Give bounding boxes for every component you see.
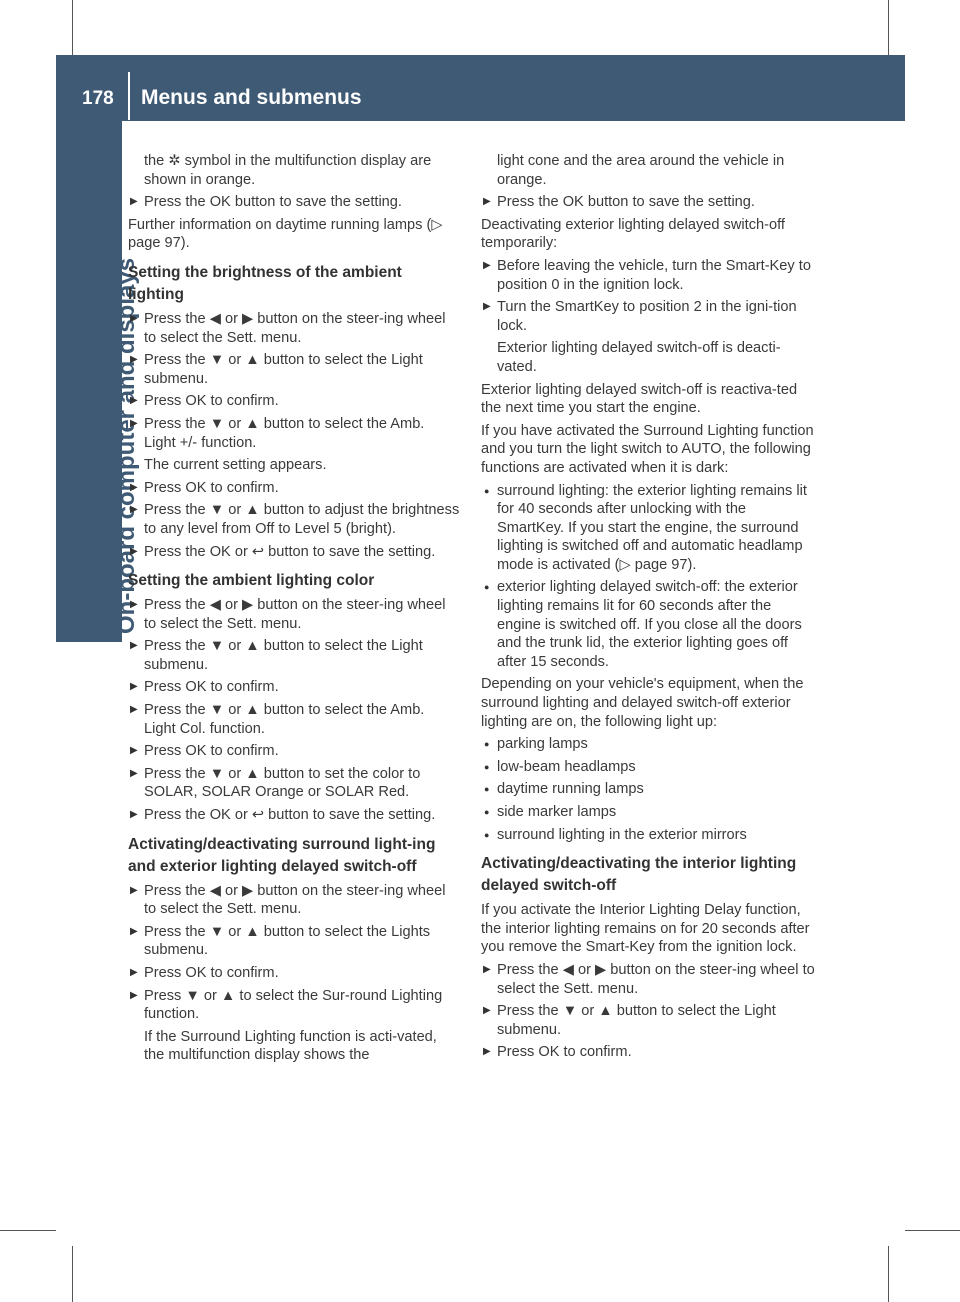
- bullet-item: ● surround lighting: the exterior lighting remains lit for 40 seconds after unlocking with the SmartKey. If you start the engine, the surround lighting is switched off and automatic headlamp mode is activated (▷ page 97).: [481, 482, 815, 575]
- instruction-step: ▶ Press OK to confirm.: [128, 742, 460, 761]
- instruction-step: ▶ Press the ▼ or ▲ button to select the Light submenu.: [128, 637, 460, 674]
- paragraph: If you have activated the Surround Lighting function and you turn the light switch to AUTO, the following functions are activated when it is dark:: [481, 422, 814, 476]
- step-result: The current setting appears.: [144, 457, 327, 474]
- bullet-item: ● exterior lighting delayed switch-off: the exterior lighting remains lit for 60 seconds after the engine is switched off. If you close all the doors and the trunk lid, the exterior lighting goes off after 15 seconds.: [481, 578, 815, 671]
- crop-mark: [888, 1246, 889, 1302]
- page-number: 178: [82, 88, 114, 109]
- paragraph: light cone and the area around the vehicle in orange.: [497, 153, 785, 188]
- paragraph: If you activate the Interior Lighting Delay function, the interior lighting remains on for 20 seconds after you remove the Smart-Key from the ignition lock.: [481, 902, 810, 956]
- section-heading: Setting the ambient lighting color: [128, 572, 375, 590]
- instruction-step: ▶ Press the ◀ or ▶ button on the steer-ing wheel to select the Sett. menu.: [481, 961, 815, 998]
- bullet-item: ● parking lamps: [481, 735, 815, 754]
- instruction-step: ▶ Press OK to confirm.: [128, 678, 460, 697]
- instruction-step: ▶ Press the ▼ or ▲ button to set the color to SOLAR, SOLAR Orange or SOLAR Red.: [128, 765, 460, 802]
- section-heading: Setting the brightness of the ambient lighting: [128, 263, 402, 303]
- instruction-step: ▶ Press ▼ or ▲ to select the Sur-round Lighting function.: [128, 987, 460, 1024]
- right-column: [481, 152, 815, 1066]
- instruction-step: ▶ Press the ▼ or ▲ button to select the Light submenu.: [128, 351, 460, 388]
- instruction-step: ▶ Press the OK button to save the setting.: [128, 193, 460, 212]
- crop-mark: [72, 1246, 73, 1302]
- crop-mark: [0, 1230, 56, 1231]
- instruction-step: ▶ Press the OK or ↩ button to save the setting.: [128, 543, 460, 562]
- instruction-step: ▶ Press the ▼ or ▲ button to select the Lights submenu.: [128, 923, 460, 960]
- instruction-step: ▶ Press OK to confirm.: [128, 964, 460, 983]
- bullet-item: ● low-beam headlamps: [481, 758, 815, 777]
- bullet-item: ● surround lighting in the exterior mirrors: [481, 826, 815, 845]
- section-title: On-board computer and displays: [113, 257, 140, 634]
- section-heading: Activating/deactivating surround light-ing and exterior lighting delayed switch-off: [128, 835, 436, 875]
- header-divider: [128, 72, 130, 120]
- instruction-step: ▶ Press OK to confirm.: [128, 392, 460, 411]
- instruction-step: ▶ Press the OK button to save the setting.: [481, 193, 815, 212]
- instruction-step: ▶ Press OK to confirm.: [128, 479, 460, 498]
- bullet-item: ● side marker lamps: [481, 803, 815, 822]
- crop-mark: [905, 1230, 960, 1231]
- instruction-step: ▶ Before leaving the vehicle, turn the Smart-Key to position 0 in the ignition lock.: [481, 257, 815, 294]
- instruction-step: ▶ Press the ▼ or ▲ button to select the Light submenu.: [481, 1002, 815, 1039]
- instruction-step: ▶ Press the OK or ↩ button to save the setting.: [128, 806, 460, 825]
- instruction-step: ▶ Press the ▼ or ▲ button to select the Amb. Light +/- function.: [128, 415, 460, 452]
- instruction-step: ▶ Turn the SmartKey to position 2 in the igni-tion lock.: [481, 298, 815, 335]
- crop-mark: [888, 0, 889, 56]
- paragraph: Exterior lighting delayed switch-off is reactiva-ted the next time you start the engine.: [481, 381, 798, 417]
- instruction-step: ▶ Press OK to confirm.: [481, 1043, 815, 1062]
- paragraph: Further information on daytime running lamps (▷ page 97).: [128, 216, 443, 252]
- paragraph: Deactivating exterior lighting delayed switch-off temporarily:: [481, 216, 785, 252]
- instruction-step: ▶ Press the ◀ or ▶ button on the steer-ing wheel to select the Sett. menu.: [128, 596, 460, 633]
- paragraph: Depending on your vehicle's equipment, when the surround lighting and delayed switch-off exterior lighting are on, the following light up:: [481, 676, 804, 730]
- step-result: If the Surround Lighting function is acti-vated, the multifunction display shows the: [144, 1028, 437, 1064]
- paragraph: the ✲ symbol in the multifunction display are shown in orange.: [144, 153, 432, 188]
- instruction-step: ▶ Press the ◀ or ▶ button on the steer-ing wheel to select the Sett. menu.: [128, 310, 460, 347]
- instruction-step: ▶ Press the ◀ or ▶ button on the steer-ing wheel to select the Sett. menu.: [128, 882, 460, 919]
- crop-mark: [72, 0, 73, 56]
- bullet-item: ● daytime running lamps: [481, 780, 815, 799]
- step-result: Exterior lighting delayed switch-off is deacti-vated.: [497, 340, 781, 375]
- left-column: [128, 152, 460, 1069]
- section-heading: Activating/deactivating the interior lighting delayed switch-off: [481, 855, 797, 895]
- instruction-step: ▶ Press the ▼ or ▲ button to adjust the brightness to any level from Off to Level 5 (bright).: [128, 501, 460, 538]
- page-title: Menus and submenus: [141, 86, 362, 109]
- instruction-step: ▶ Press the ▼ or ▲ button to select the Amb. Light Col. function.: [128, 701, 460, 738]
